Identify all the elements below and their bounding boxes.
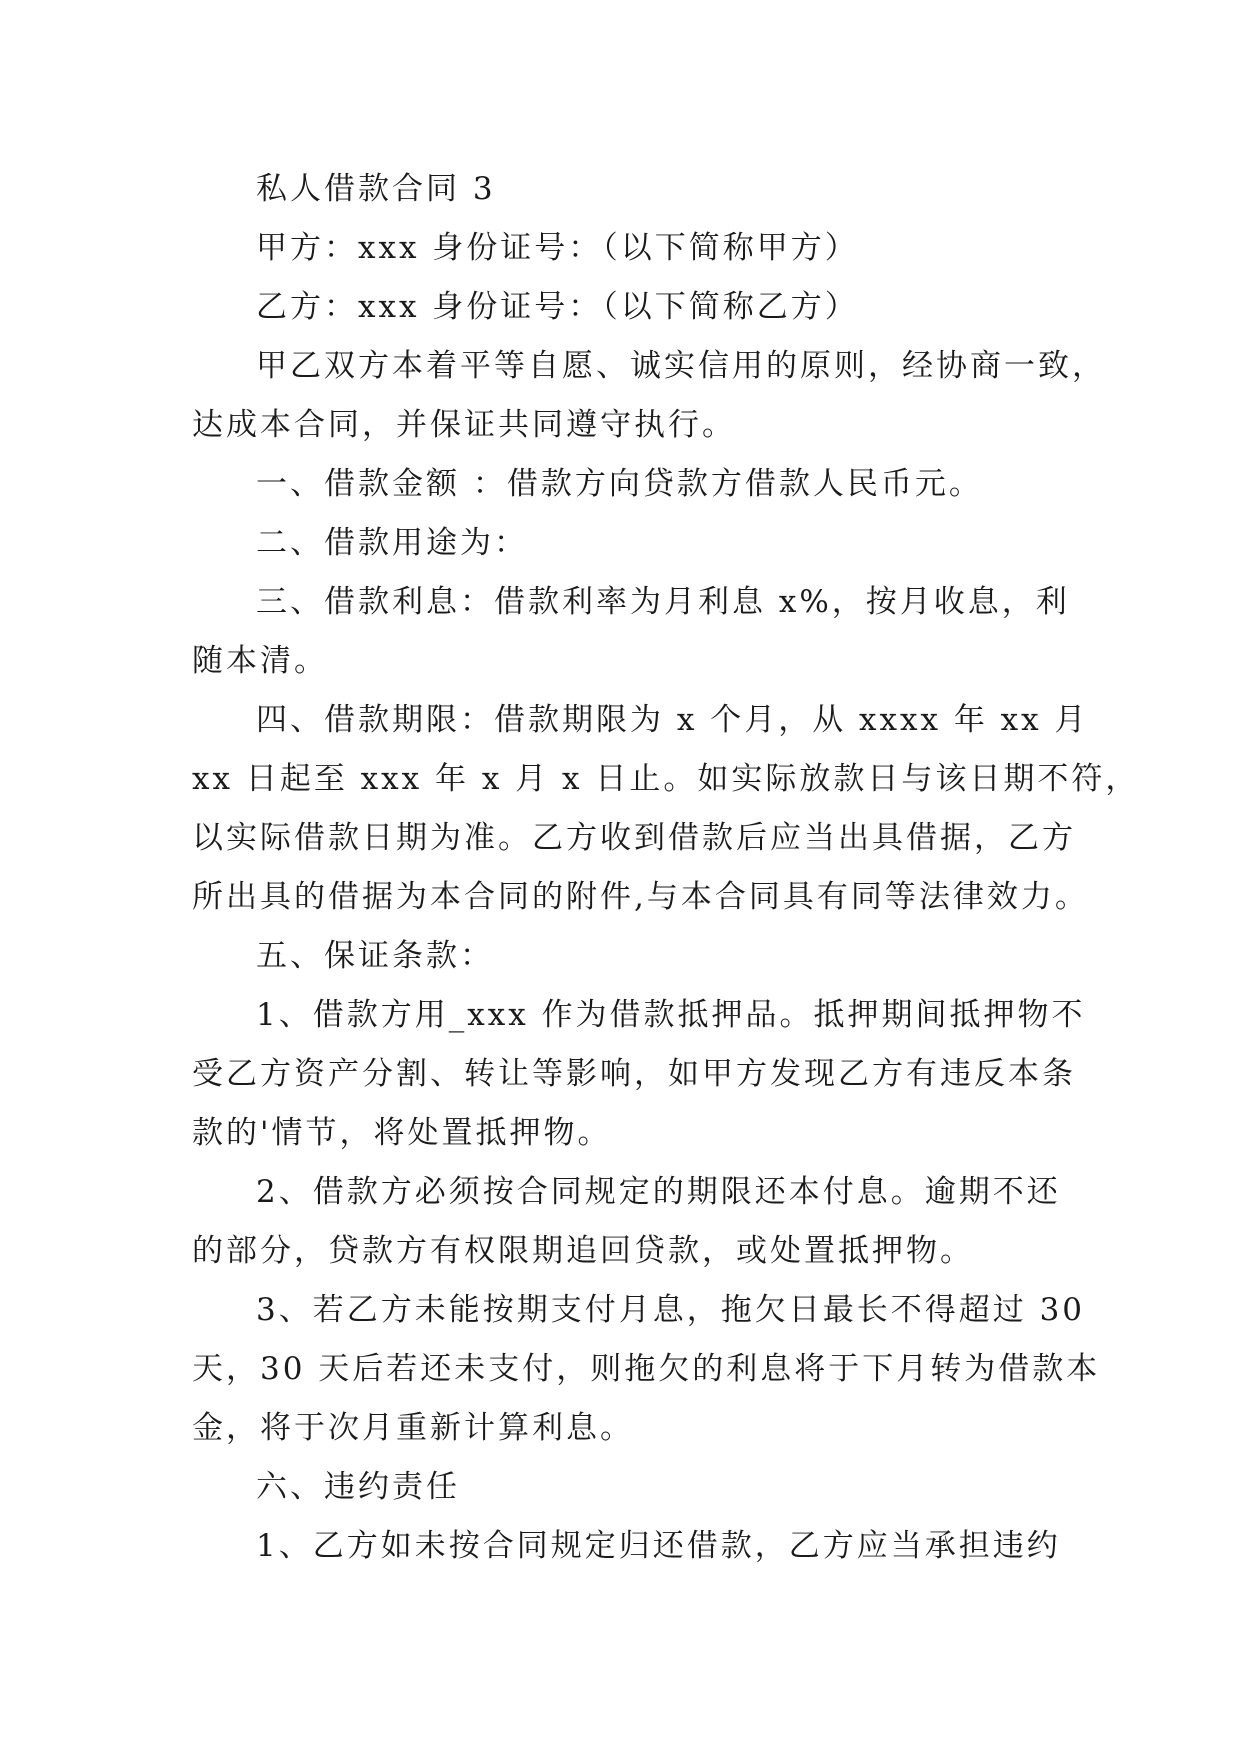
document-line: 随本清。	[192, 643, 328, 679]
document-line: 甲方：xxx 身份证号：（以下简称甲方）	[256, 230, 859, 266]
document-line: 四、借款期限：借款期限为 x 个月，从 xxxx 年 xx 月	[256, 702, 1089, 738]
document-line: 乙方：xxx 身份证号：（以下简称乙方）	[256, 289, 859, 325]
document-line: 1、乙方如未按合同规定归还借款，乙方应当承担违约	[256, 1528, 1061, 1564]
document-line: 金，将于次月重新计算利息。	[192, 1410, 634, 1446]
document-body	[192, 160, 1140, 1576]
document-line: 以实际借款日期为准。乙方收到借款后应当出具借据，乙方	[192, 820, 1076, 856]
document-line: 二、借款用途为：	[256, 525, 528, 561]
document-line: 五、保证条款：	[256, 938, 494, 974]
document-line: 的部分，贷款方有权限期追回贷款，或处置抵押物。	[192, 1233, 974, 1269]
document-line: 私人借款合同 3	[256, 171, 496, 207]
document-line: 三、借款利息：借款利率为月利息 x%，按月收息，利	[256, 584, 1070, 620]
document-line: 3、若乙方未能按期支付月息，拖欠日最长不得超过 30	[256, 1292, 1086, 1328]
document-line: 1、借款方用_xxx 作为借款抵押品。抵押期间抵押物不	[256, 997, 1086, 1033]
document-line: xx 日起至 xxx 年 x 月 x 日止。如实际放款日与该日期不符，	[192, 761, 1140, 797]
document-line: 六、违约责任	[256, 1469, 460, 1505]
document-line: 款的'情节，将处置抵押物。	[192, 1115, 612, 1151]
document-line: 达成本合同，并保证共同遵守执行。	[192, 407, 736, 443]
document-line: 2、借款方必须按合同规定的期限还本付息。逾期不还	[256, 1174, 1061, 1210]
document-line: 一、借款金额 ：借款方向贷款方借款人民币元。	[256, 466, 983, 502]
document-line: 天，30 天后若还未支付，则拖欠的利息将于下月转为借款本	[192, 1351, 1101, 1387]
document-line: 所出具的借据为本合同的附件,与本合同具有同等法律效力。	[192, 879, 1089, 915]
document-line: 甲乙双方本着平等自愿、诚实信用的原则，经协商一致，	[256, 348, 1106, 384]
document-line: 受乙方资产分割、转让等影响，如甲方发现乙方有违反本条	[192, 1056, 1076, 1092]
